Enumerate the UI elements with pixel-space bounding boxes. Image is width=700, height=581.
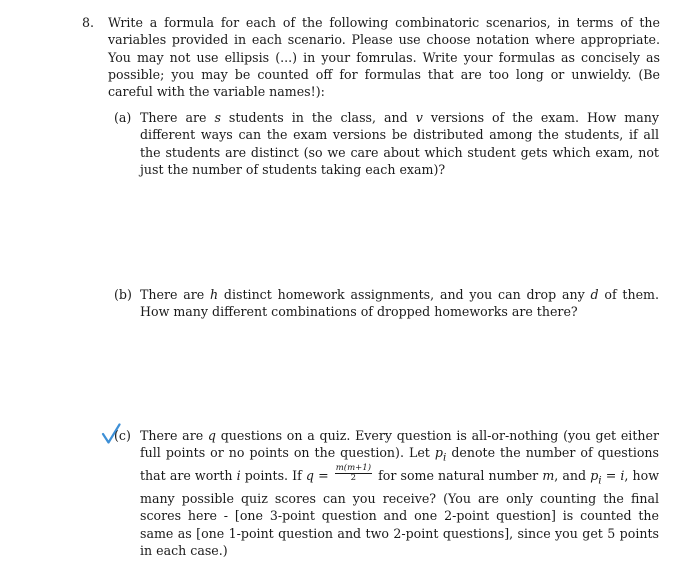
- problem-instructions: Write a formula for each of the following combinatoric scenarios, in terms of the variables provided in each scenario. Please use choose notation where appropriate. You may not use ellipsis (...) in your fomrulas. Write your formulas as concisely as possible; you may be counted off for formulas that are too long or unwieldy. (Be careful with the variable names!):: [108, 15, 660, 100]
- part-c-text-6: , and: [554, 468, 591, 484]
- variable-v: v: [415, 110, 423, 125]
- variable-m: m: [542, 468, 555, 484]
- part-a-text-2: students in the class, and: [220, 110, 416, 125]
- variable-s: s: [214, 110, 221, 125]
- subscript-i: i: [442, 451, 447, 464]
- part-b-text-3: of them. How many different combinations of dropped homeworks are there?: [140, 287, 659, 320]
- variable-p-eq: p: [590, 468, 599, 484]
- variable-i-eq: i: [620, 468, 625, 484]
- part-a-text-1: There are: [140, 110, 215, 125]
- variable-q-eq: q: [305, 468, 314, 484]
- variable-i: i: [236, 468, 241, 484]
- part-b-label: (b): [114, 287, 132, 302]
- part-a-label: (a): [114, 110, 132, 125]
- equals-sign-2: =: [601, 468, 621, 484]
- problem-8: [84, 14, 660, 100]
- part-c-text-5: for some natural number: [374, 468, 543, 484]
- part-c-text-3: denote the number of questions that are worth: [140, 445, 660, 484]
- part-b-text-1: There are: [140, 287, 211, 302]
- part-a-text-3: versions of the exam. How many different ways can the exam versions be distributed among the students, if all the students are distinct (so we care about which student gets which exam, not just the number of students taking each exam)?: [140, 110, 659, 177]
- part-a: [114, 109, 659, 178]
- variable-q: q: [207, 428, 216, 443]
- part-c-text-4: points. If: [240, 468, 306, 484]
- fraction-numerator: m(m+1): [335, 463, 372, 474]
- part-c: [114, 427, 660, 559]
- fraction: [335, 464, 372, 483]
- variable-h: h: [210, 287, 219, 302]
- part-c-text-7: , how many possible quiz scores can you receive? (You are only counting the final scores here - [one 3-point question and one 2-point question] is counted the same as [one 1-point question and two 2-point questions], since you get 5 points in each case.): [140, 468, 659, 558]
- part-b-text-2: distinct homework assignments, and you can drop any: [218, 287, 591, 302]
- part-c-text-2: questions on a quiz. Every question is all-or-nothing (you get either full points or no points on the question). Let: [140, 428, 659, 461]
- variable-p: p: [434, 445, 443, 461]
- fraction-denominator: 2: [350, 473, 357, 484]
- part-b: [114, 286, 659, 321]
- part-c-label: (c): [114, 428, 131, 443]
- part-c-text-1: There are: [140, 428, 208, 443]
- equals-sign: =: [313, 468, 333, 484]
- subscript-i-eq: i: [598, 474, 602, 487]
- variable-d: d: [590, 287, 599, 302]
- problem-number: 8.: [82, 15, 95, 30]
